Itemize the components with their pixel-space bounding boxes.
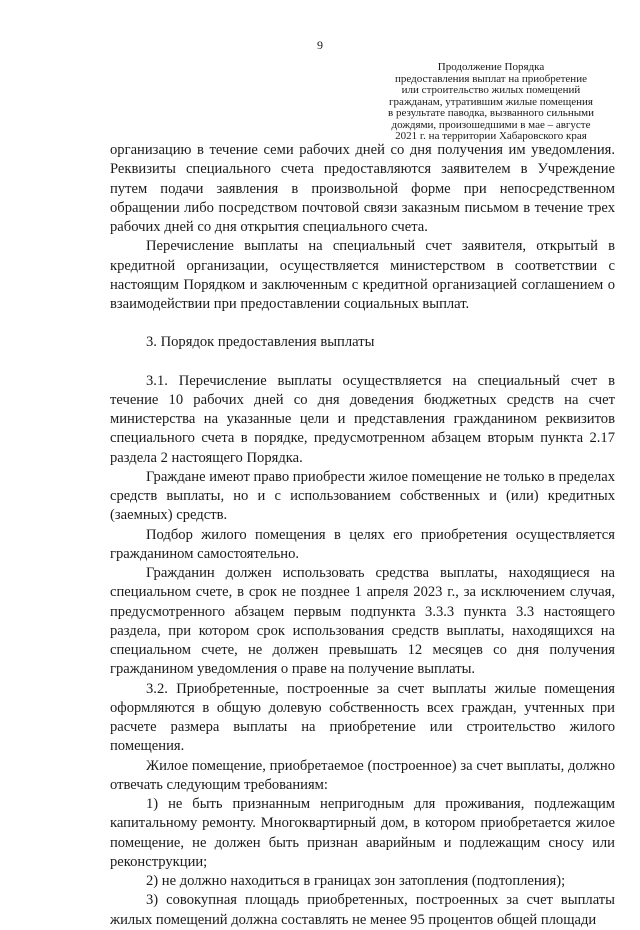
section-heading: 3. Порядок предоставления выплаты [146, 334, 375, 351]
header-line: 2021 г. на территории Хабаровского края [395, 130, 587, 142]
paragraph: Перечисление выплаты на специальный счет заявителя, открытый в кредитной организации, осуществляется министерством в соответствии с настоящим Порядком и заключенным с кредитной организацией соглашением о взаимодействии при предоставлении социальных выплат. [110, 238, 615, 312]
document-body [110, 141, 615, 930]
paragraph: 3.1. Перечисление выплаты осуществляется на специальный счет в течение 10 рабочих дней со дня доведения бюджетных средств на счет министерства на указанные цели и представления гражданином реквизитов специального счета в порядке, предусмотренном абзацем вторым пункта 2.17 раздела 2 настоящего Порядка. [110, 372, 615, 466]
list-item: 1) не быть признанным непригодным для проживания, подлежащим капитальному ремонту. Многоквартирный дом, в котором приобретается жилое помещение, не должен быть признан аварийным и подлежащим сносу или реконструкции; [110, 796, 615, 870]
header-line: или строительство жилых помещений [401, 84, 581, 96]
list-item: 2) не должно находиться в границах зон затопления (подтопления); [146, 873, 566, 889]
paragraph: Гражданин должен использовать средства выплаты, находящиеся на специальном счете, в срок не позднее 1 апреля 2023 г., за исключением случая, предусмотренного абзацем первым подпункта 3.3.3 пункта 3.3 настоящего раздела, при котором срок использования средств выплаты, находящихся на специальном счете, не должен превышать 12 месяцев со дня получения гражданином уведомления о праве на получение выплаты. [110, 565, 615, 678]
paragraph: Жилое помещение, приобретаемое (построенное) за счет выплаты, должно отвечать следующим требованиям: [110, 757, 615, 793]
header-line: Продолжение Порядка [437, 61, 545, 73]
header-line: дождями, произошедшими в мае – августе [391, 118, 591, 131]
header-line: в результате паводка, вызванного сильными [388, 107, 594, 119]
paragraph: Подбор жилого помещения в целях его приобретения осуществляется гражданином самостоятельно. [110, 526, 615, 562]
header-line: гражданам, утратившим жилые помещения [389, 95, 593, 108]
paragraph: Граждане имеют право приобрести жилое помещение не только в пределах средств выплаты, но и с использованием собственных и (или) кредитных (заемных) средств. [110, 468, 616, 524]
document-header-block [360, 62, 622, 143]
paragraph: организацию в течение семи рабочих дней со дня получения им уведомления. Реквизиты специального счета предоставляются заявителем в Учреждение путем подачи заявления в произвольной форме при непосредственном обращении либо посредством почтовой связи заказным письмом в течение трех рабочих дней со дня открытия специального счета. [110, 142, 615, 235]
paragraph: 3.2. Приобретенные, построенные за счет выплаты жилые помещения оформляются в общую долевую собственность всех граждан, учтенных при расчете размера выплаты на приобретение или строительство жилого помещения. [110, 680, 615, 755]
header-line: предоставления выплат на приобретение [395, 72, 587, 85]
list-item: 3) совокупная площадь приобретенных, построенных за счет выплаты жилых помещений должна составлять не менее 95 процентов общей площади [110, 892, 615, 928]
page-number: 9 [317, 38, 323, 52]
